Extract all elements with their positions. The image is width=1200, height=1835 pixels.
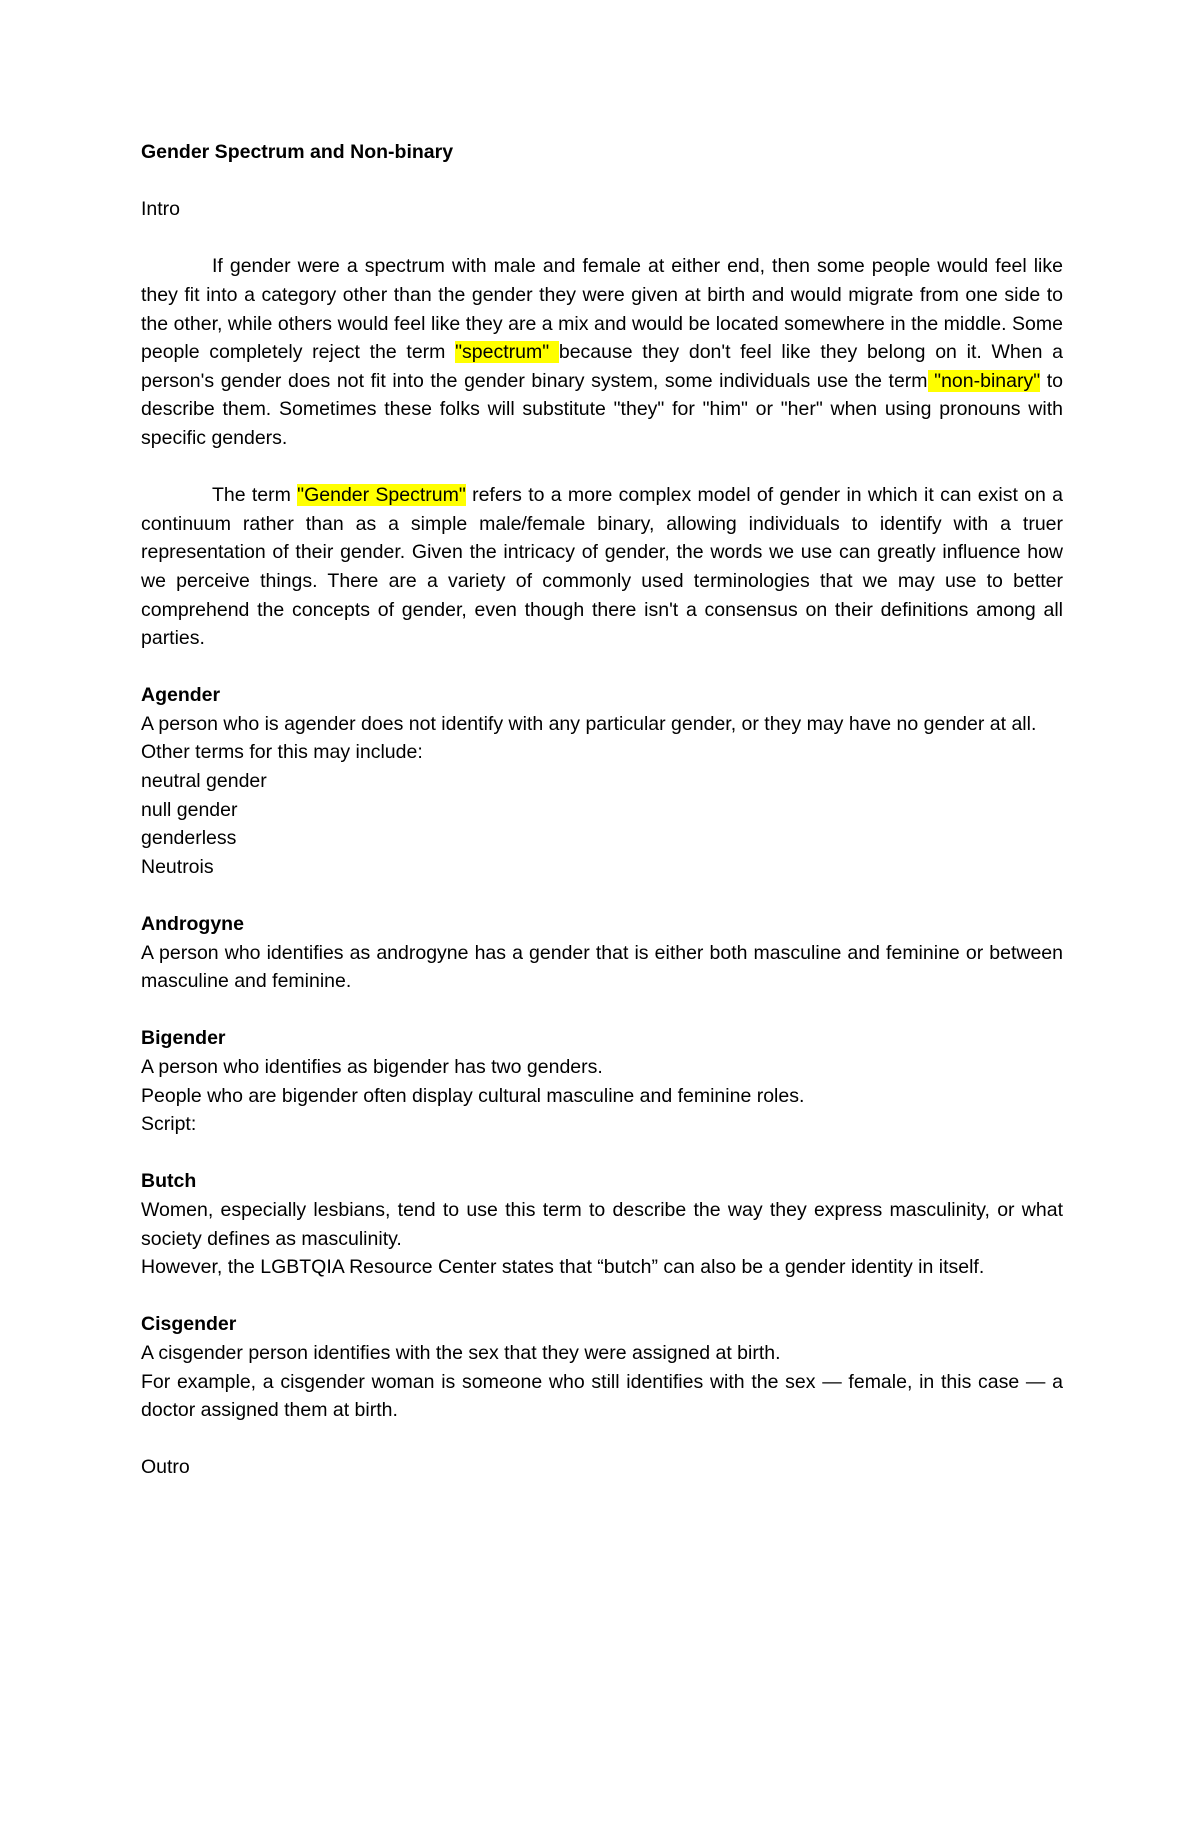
term-definition: Script: [141, 1113, 197, 1136]
term-definition: People who are bigender often display cultural masculine and feminine roles. [141, 1084, 805, 1107]
intro-label: Intro [141, 198, 181, 221]
term-definition: However, the LGBTQIA Resource Center states that “butch” can also be a gender identity in itself. [141, 1256, 985, 1279]
intro-paragraph-1 [141, 252, 1063, 452]
term-heading: Bigender [141, 1027, 226, 1050]
document-title: Gender Spectrum and Non-binary [141, 141, 454, 163]
para1-text-3: to describe them. Sometimes these folks will substitute "they" for "him" or "her" when using pronouns with specific genders. [141, 369, 1064, 449]
term-agender [141, 681, 1063, 881]
list-item: null gender [141, 798, 238, 821]
outro-label: Outro [141, 1456, 190, 1479]
para2-text-1: The term [212, 484, 298, 507]
highlight-non-binary: "non-binary" [927, 369, 1041, 392]
term-definition: For example, a cisgender woman is someone who still identifies with the sex — female, in this case — a doctor assigned them at birth. [141, 1370, 1063, 1422]
term-definition: A person who identifies as androgyne has a gender that is either both masculine and feminine or between masculine and feminine. [141, 941, 1063, 993]
term-butch [141, 1167, 1063, 1281]
document-body [141, 138, 1063, 1482]
term-heading: Butch [141, 1170, 197, 1193]
term-heading: Agender [141, 684, 221, 707]
para1-text-1: If gender were a spectrum with male and female at either end, then some people would feel like they fit into a category other than the gender they were given at birth and would migrate from one side to the other, while others would feel like they are a mix and would be located somewhere in the middle. Some people completely reject the term [141, 255, 1063, 364]
term-definition: A person who identifies as bigender has two genders. [141, 1056, 603, 1078]
list-item: neutral gender [141, 770, 267, 793]
term-definition: A cisgender person identifies with the sex that they were assigned at birth. [141, 1341, 781, 1364]
highlight-gender-spectrum: "Gender Spectrum" [297, 484, 466, 507]
term-bigender [141, 1024, 1063, 1138]
highlight-spectrum: "spectrum" [455, 341, 559, 364]
list-item: genderless [141, 827, 237, 850]
term-heading: Cisgender [141, 1313, 237, 1336]
other-terms-label: Other terms for this may include: [141, 741, 423, 764]
term-androgyne [141, 910, 1063, 996]
term-heading: Androgyne [141, 913, 244, 936]
para1-text-2: because they don't feel like they belong on it. When a person's gender does not fit into the gender binary system, some individuals use the term [141, 341, 1063, 392]
term-definition: Women, especially lesbians, tend to use this term to describe the way they express masculinity, or what society defines as masculinity. [141, 1198, 1063, 1250]
term-definition: A person who is agender does not identify with any particular gender, or they may have no gender at all. [141, 712, 1037, 735]
term-cisgender [141, 1310, 1063, 1424]
intro-paragraph-2 [141, 481, 1063, 653]
list-item: Neutrois [141, 855, 214, 878]
para2-text-2: refers to a more complex model of gender in which it can exist on a continuum rather than as a simple male/female binary, allowing individuals to identify with a truer representation of their gender. Given the intricacy of gender, the words we use can greatly influence how we perceive things. There are a variety of commonly used terminologies that we may use to better comprehend the concepts of gender, even though there isn't a consensus on their definitions among all parties. [141, 484, 1064, 650]
